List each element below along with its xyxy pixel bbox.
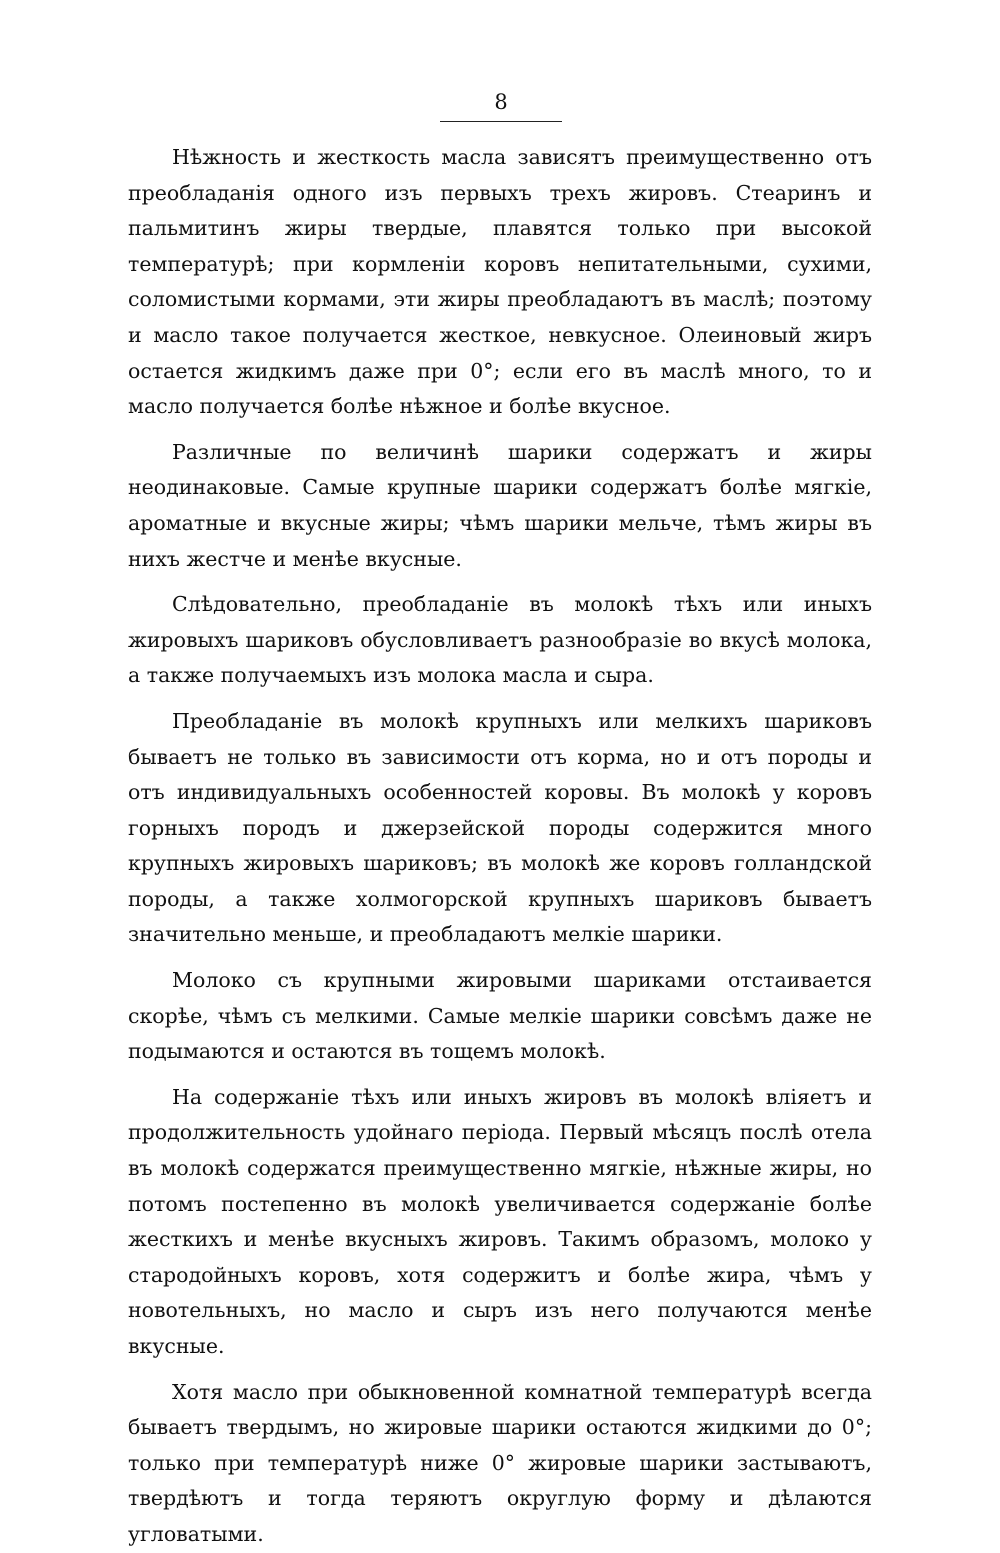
- paragraph-4: Преобладаніе въ молокѣ крупныхъ или мелкихъ шариковъ бываетъ не только въ зависимости отъ корма, но и отъ породы и отъ индивидуальныхъ особенностей коровы. Въ молокѣ у коровъ горныхъ породъ и джерзейской породы содержится много крупныхъ жировыхъ шариковъ; въ молокѣ же коровъ голландской породы, а также холмогорской крупныхъ шариковъ бываетъ значительно меньше, и преобладаютъ мелкіе шарики.: [128, 708, 872, 947]
- paragraph-6: На содержаніе тѣхъ или иныхъ жировъ въ молокѣ вліяетъ и продолжительность удойнаго періода. Первый мѣсяцъ послѣ отела въ молокѣ содержатся преимущественно мягкіе, нѣжные жиры, но потомъ постепенно въ молокѣ увеличивается содержаніе болѣе жесткихъ и менѣе вкусныхъ жировъ. Такимъ образомъ, молоко у стародойныхъ коровъ, хотя содержитъ и болѣе жира, чѣмъ у новотельныхъ, но масло и сыръ изъ него получаются менѣе вкусные.: [128, 1084, 872, 1358]
- page-number: 8: [494, 90, 508, 114]
- body-text: [128, 140, 872, 1553]
- page-number-rule: [440, 121, 562, 122]
- paragraph-7: Хотя масло при обыкновенной комнатной температурѣ всегда бываетъ твердымъ, но жировые шарики остаются жидкими до 0°; только при температурѣ ниже 0° жировые шарики застываютъ, твердѣютъ и тогда теряютъ округлую форму и дѣлаются угловатыми.: [128, 1379, 872, 1546]
- paragraph-5: Молоко съ крупными жировыми шариками отстаивается скорѣе, чѣмъ съ мелкими. Самые мелкіе шарики совсѣмъ даже не подымаются и остаются въ тощемъ молокѣ.: [128, 968, 872, 1064]
- paragraph-1: Нѣжность и жесткость масла зависятъ преимущественно отъ преобладанія одного изъ первыхъ трехъ жировъ. Стеаринъ и пальмитинъ жиры твердые, плавятся только при высокой температурѣ; при кормленіи коровъ непитательными, сухими, соломистыми кормами, эти жиры преобладаютъ въ маслѣ; поэтому и масло такое получается жесткое, невкусное. Олеиновый жиръ остается жидкимъ даже при 0°; если его въ маслѣ много, то и масло получается болѣе нѣжное и болѣе вкусное.: [128, 145, 872, 419]
- paragraph-2: Различные по величинѣ шарики содержатъ и жиры неодинаковые. Самые крупные шарики содержатъ болѣе мягкіе, ароматные и вкусные жиры; чѣмъ шарики мельче, тѣмъ жиры въ нихъ жестче и менѣе вкусные.: [128, 439, 872, 571]
- paragraph-3: Слѣдовательно, преобладаніе въ молокѣ тѣхъ или иныхъ жировыхъ шариковъ обусловливаетъ разнообразіе во вкусѣ молока, а также получаемыхъ изъ молока масла и сыра.: [128, 592, 872, 688]
